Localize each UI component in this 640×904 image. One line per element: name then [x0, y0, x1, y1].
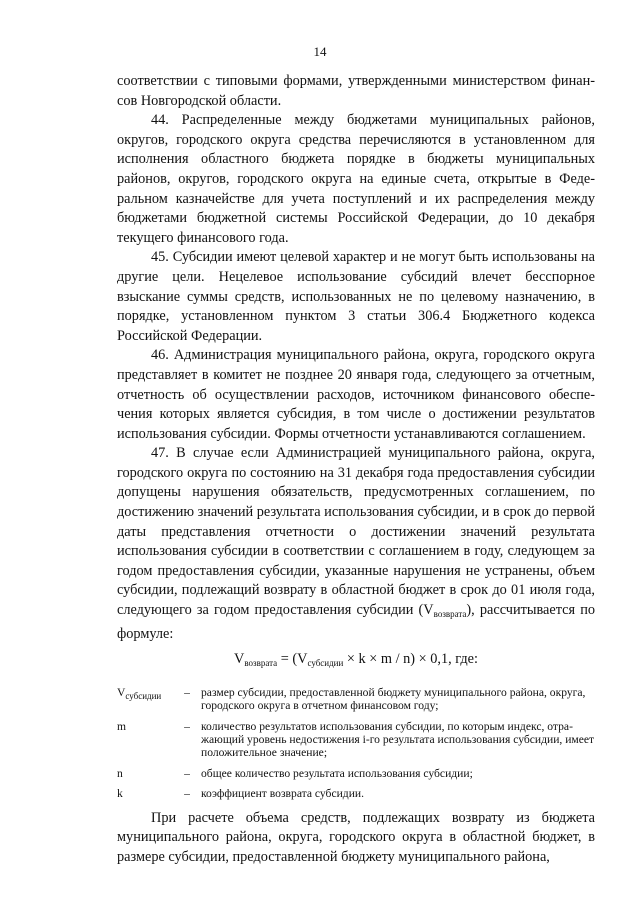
definition-dash: –: [184, 787, 190, 801]
formula: [117, 650, 595, 674]
definitions-list: [117, 686, 595, 801]
formula-rhs-sub: субсидии: [307, 658, 344, 669]
definition-row: [117, 787, 595, 800]
definition-symbol: k: [117, 787, 123, 801]
page-number: 14: [313, 44, 327, 59]
definition-text: размер субсидии, предоставленной бюджету муниципального района, округа, городского округа в отчетном финансовом году;: [201, 685, 586, 713]
formula-eq: = (V: [277, 651, 308, 668]
paragraph-continuation: соответствии с типовыми формами, утвержденными министерством финансов Новгородской области.: [117, 73, 595, 109]
definition-dash: –: [184, 766, 190, 780]
paragraph-after-definitions: При расчете объема средств, подлежащих возврату из бюджета муниципального района, округа, городского округа в областной бюджет, в размере субсидии, предоставленной бюджету муниципального района,: [117, 809, 595, 865]
definition-text: количество результатов использования субсидии, по которым индекс, отражающий уровень недостижения i-го результата использования субсидии, имеет положительное значение;: [201, 719, 595, 760]
paragraph-47: 47. В случае если Администрацией муниципального района, округа, городского округа по состоянию на 31 декабря года предоставления субсидии допущены нарушения обязательств, предусмотренных соглашением, по достижению значений результата использования субсидии, и в срок до первой даты представления отчетности о достижении значений результата использования субсидии в соответствии с соглашением в году, следующем за годом предоставления субсидии, указанные нарушения не устранены, объем субсидии, подлежащий возврату в областной бюджет в срок до 01 июля года, следующего за годом предоставления субсидии $(V_{возврата})$, рассчитывается по формуле:: [117, 445, 595, 642]
definition-row: [117, 767, 595, 780]
definition-text: общее количество результата использования субсидии;: [201, 766, 473, 780]
definition-row: [117, 686, 595, 713]
v-return-var: V: [423, 602, 434, 619]
definition-symbol: m: [117, 719, 127, 733]
document-body: [117, 72, 595, 867]
paragraph-47-end: ), рассчитывается по формуле:: [117, 602, 595, 642]
formula-rest: × k × m / n) × 0,1, где:: [343, 651, 478, 668]
definition-dash: –: [184, 685, 190, 699]
v-return-sub: возврата: [433, 609, 467, 620]
definition-symbol: n: [117, 766, 123, 780]
paragraph-44: 44. Распределенные между бюджетами муниципальных районов, округов, городского округа средства перечисляются в установленном для исполнения областного бюджета порядке в бюджеты муниципальных районов, округов, городского округа на единые счета, открытые в Федеральном казначействе для учета поступлений и их распределения между бюджетами бюджетной системы Российской Федерации, до 10 декабря текущего финансового года.: [117, 112, 595, 246]
definition-row: [117, 720, 595, 760]
definition-symbol: $V_{субсидии}$: [117, 685, 162, 701]
paragraph-47-text: 47. В случае если Администрацией муниципального района, округа, городского округа по состоянию на 31 декабря года предоставления субсидии допущены нарушения обязательств, предусмотренных соглашением, по достижению значений результата использования субсидии, и в срок до первой даты представления отчетности о достижении значений результата использования субсидии в соответствии с соглашением в году, следующем за годом предоставления субсидии, указанные нарушения не устранены, объем субсидии, подлежащий возврату в областной бюджет в срок до 01 июля года, следующего за годом предоставления субсидии: [117, 445, 595, 619]
formula-lhs-sub: возврата: [244, 658, 278, 669]
definition-text: коэффициент возврата субсидии.: [201, 787, 365, 801]
paragraph-46: 46. Администрация муниципального района, округа, городского округа представляет в комитет не позднее 20 января года, следующего за отчетным, отчетность об осуществлении расходов, источником финансового обеспечения которых является субсидия, в том числе о достижении результатов использования субсидии. Формы отчетности устанавливаются соглашением.: [117, 347, 595, 442]
paragraph-45: 45. Субсидии имеют целевой характер и не могут быть использованы на другие цели. Нецелевое использование субсидий влечет бесспорное взыскание суммы средств, использованных не по целевому назначению, в порядке, установленном пунктом 3 статьи 306.4 Бюджетного кодекса Российской Федерации.: [117, 249, 595, 344]
formula-lhs: V: [234, 651, 245, 668]
definition-dash: –: [184, 719, 190, 733]
